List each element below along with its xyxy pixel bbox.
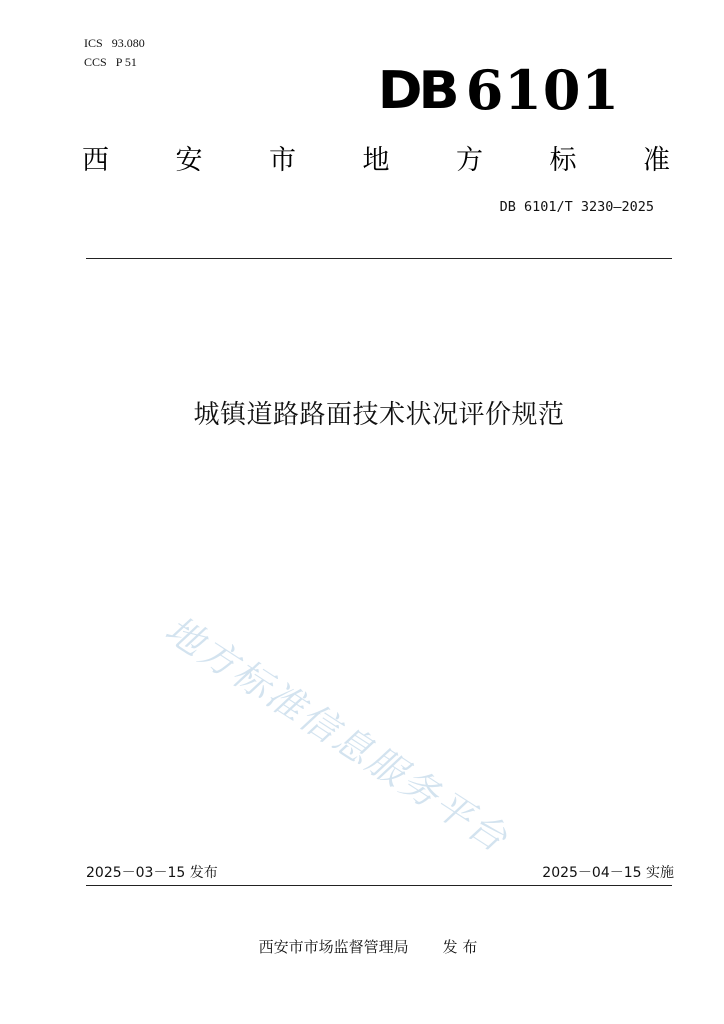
issuer-action: 发 布 [442,938,478,956]
db-logo-code: 6101 [465,58,620,122]
db-logo [378,60,620,121]
standard-type-char: 准 [643,145,670,176]
standard-type-char: 地 [362,145,390,176]
standard-number: DB 6101/T 3230—2025 [499,199,654,215]
db-logo-prefix: DB [377,60,456,121]
date-row [86,862,674,882]
publish-date: 2025－03－15 发布 [86,865,218,881]
standard-type-heading [82,138,670,177]
standard-type-char: 标 [549,145,577,176]
implement-date: 2025－04－15 实施 [542,865,674,881]
standard-type-char: 西 [82,145,109,176]
ics-line [84,34,151,53]
ccs-label: CCS [84,55,107,69]
watermark: 地方标准信息服务平台 [157,607,517,862]
issuer-name: 西安市市场监督管理局 [258,938,409,956]
ccs-code: P 51 [115,55,137,69]
document-title: 城镇道路路面技术状况评价规范 [193,400,565,430]
classification-codes [84,34,151,72]
standard-type-char: 方 [456,145,483,176]
top-divider [86,258,672,259]
standard-type-char: 安 [175,145,203,176]
issuer [0,936,724,957]
ics-code: 93.080 [111,36,145,50]
ccs-line [84,53,151,72]
standard-type-char: 市 [269,145,296,176]
bottom-divider [86,885,672,886]
ics-label: ICS [84,36,103,50]
